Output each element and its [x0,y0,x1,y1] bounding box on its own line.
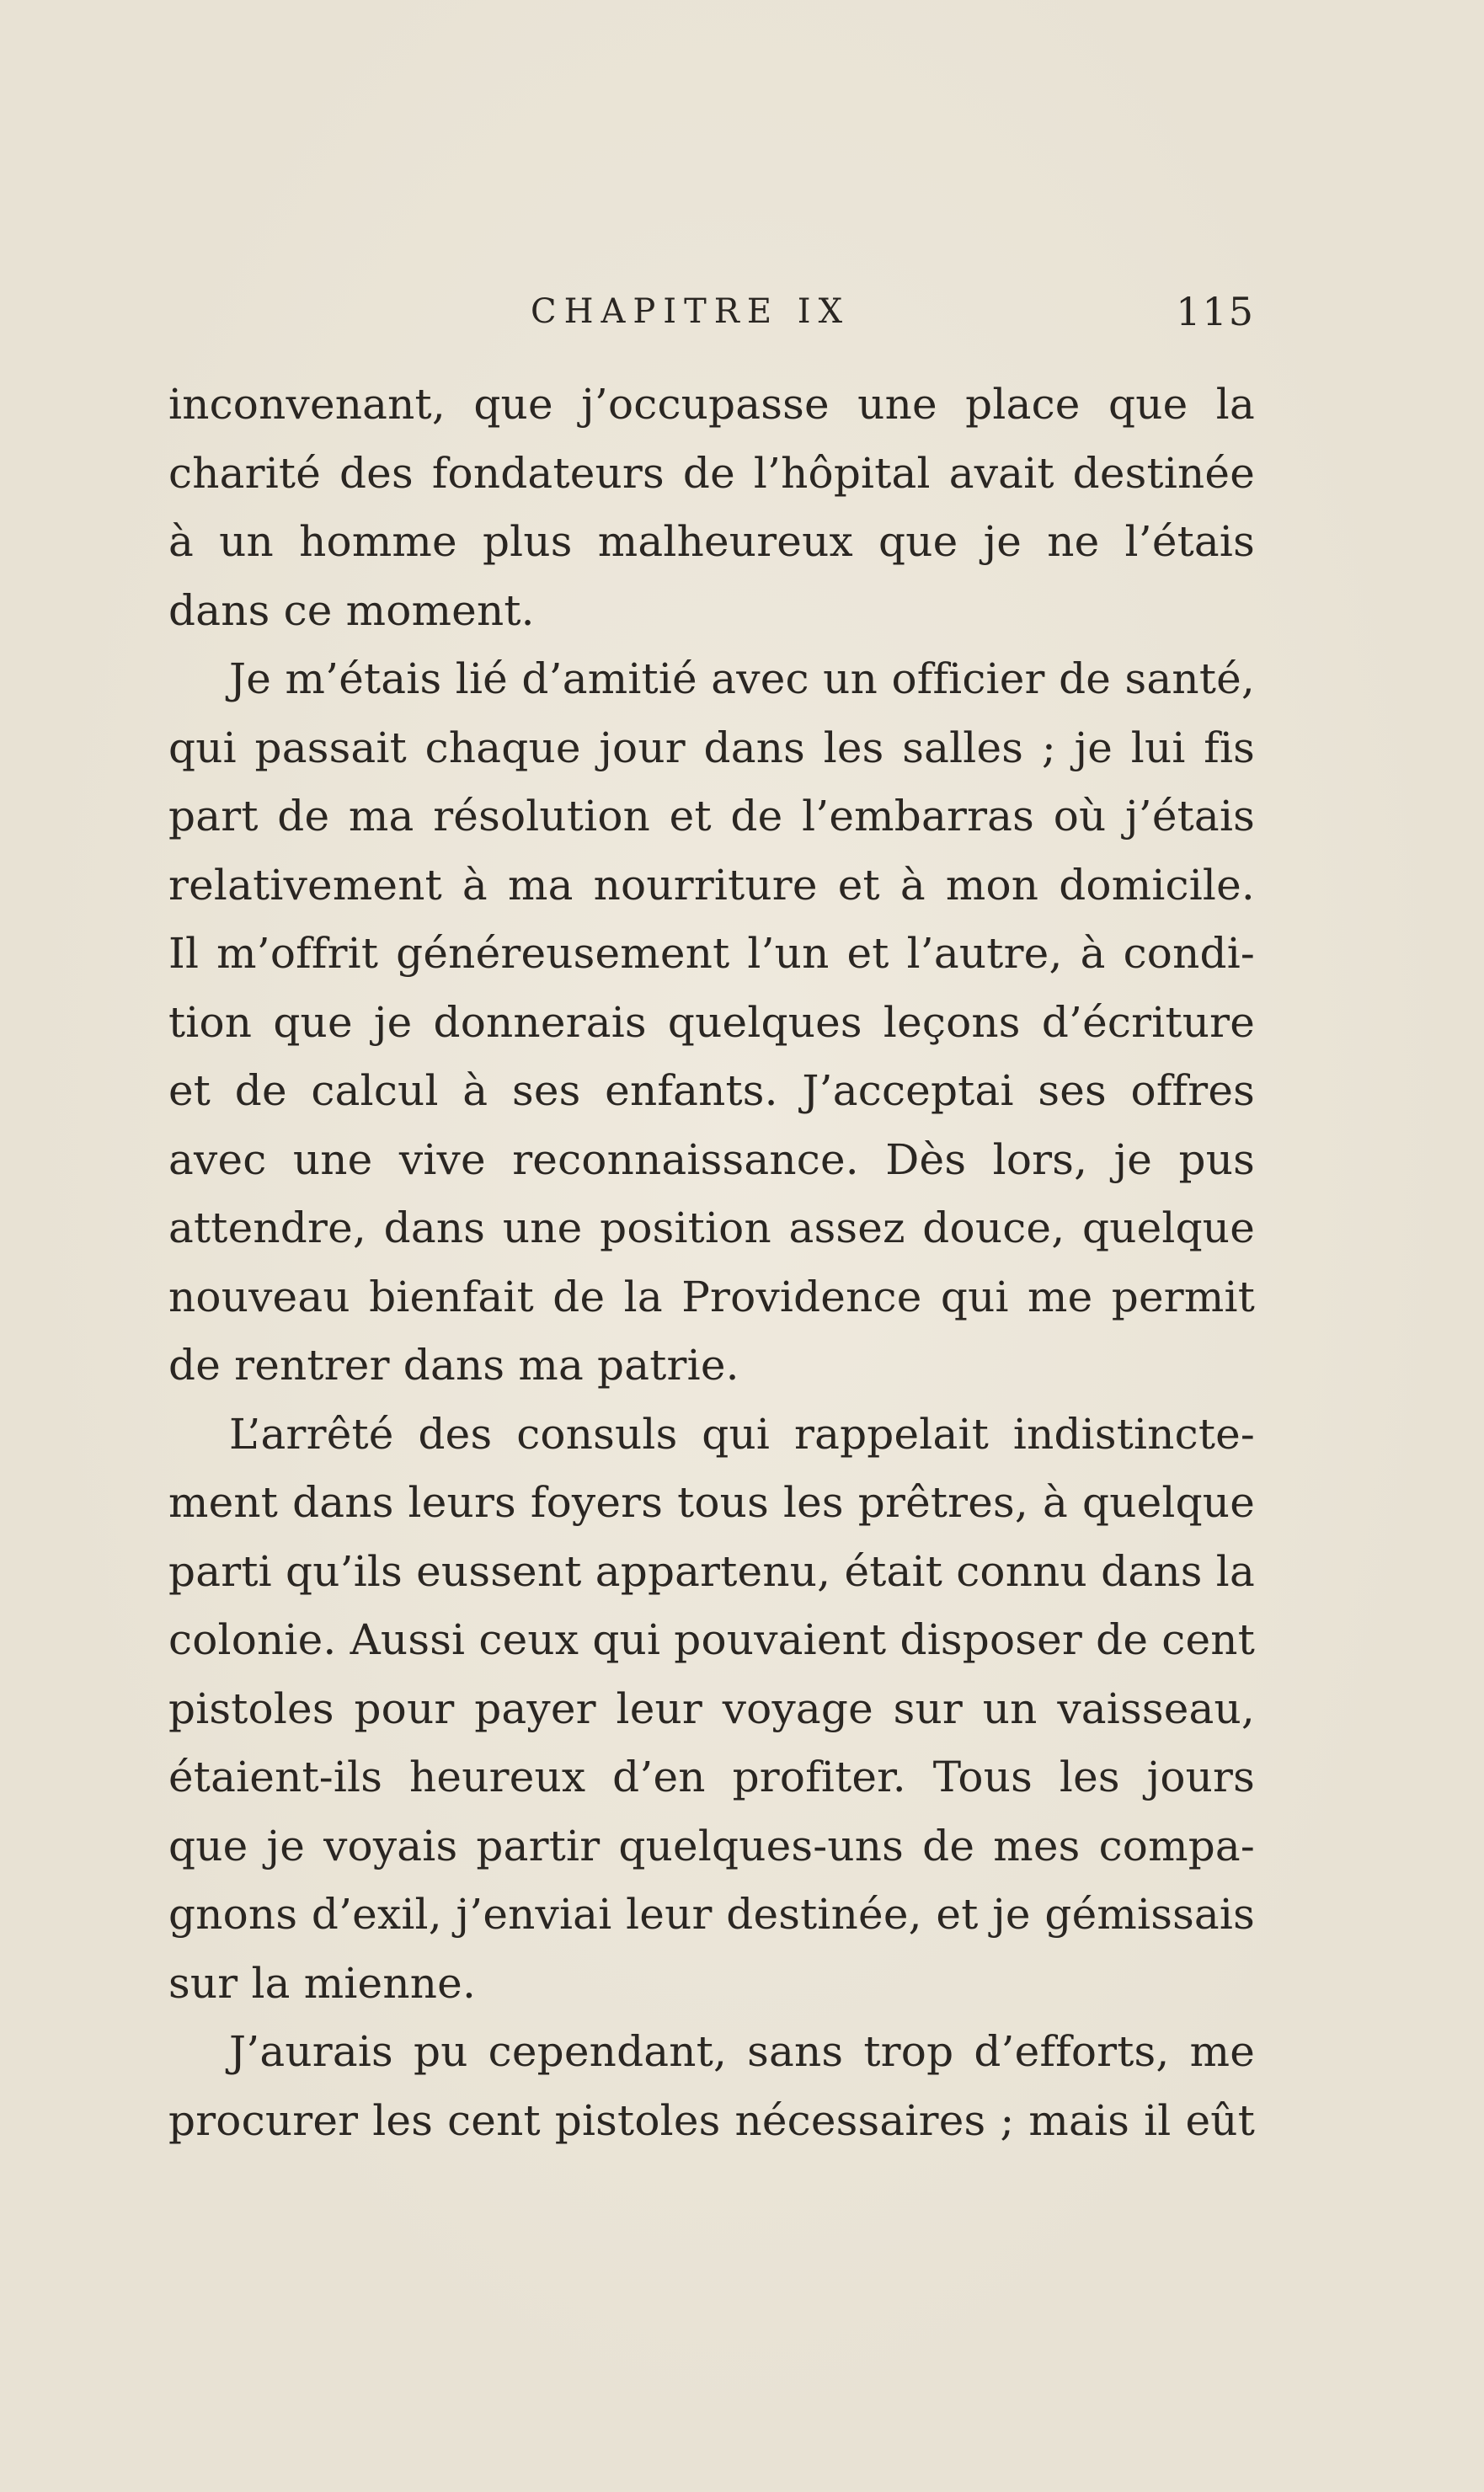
text-line: étaient-ils heureux d’en profiter. Tous les jours [168,1753,1255,1801]
text-line: pistoles pour payer leur voyage sur un vaisseau, [168,1684,1255,1733]
text-line: que je voyais partir quelques-uns de mes compa- [168,1821,1255,1870]
text-line: ment dans leurs foyers tous les prêtres, à quelque [168,1478,1255,1527]
page-number: 115 [1176,289,1255,334]
text-line: J’aurais pu cependant, sans trop d’efforts, me [229,2027,1255,2076]
chapter-title: CHAPITRE IX [531,292,851,331]
text-line: nouveau bienfait de la Providence qui me permit [168,1272,1255,1321]
text-line: avec une vive reconnaissance. Dès lors, je pus [168,1134,1255,1184]
text-line: de rentrer dans ma patrie. [168,1341,739,1390]
text-line: colonie. Aussi ceux qui pouvaient disposer de cent [168,1615,1255,1664]
text-line: gnons d’exil, j’enviai leur destinée, et je gémissais [168,1890,1255,1939]
text-line: parti qu’ils eussent appartenu, était connu dans la [168,1546,1255,1596]
text-line: part de ma résolution et de l’embarras où j’étais [168,792,1255,840]
text-line: à un homme plus malheureux que je ne l’étais [168,517,1255,566]
text-line: charité des fondateurs de l’hôpital avait destinée [168,448,1255,498]
body-text [168,371,1255,2155]
text-line: sur la mienne. [168,1958,477,2008]
running-header [168,282,1255,341]
text-line: inconvenant, que j’occupasse une place que la [168,380,1255,429]
text-line: qui passait chaque jour dans les salles ; je lui fis [168,723,1255,772]
text-line: Il m’offrit généreusement l’un et l’autre, à condi- [168,929,1255,978]
text-line: et de calcul à ses enfants. J’acceptai ses offres [168,1066,1255,1115]
text-line: relativement à ma nourriture et à mon domicile. [168,860,1255,910]
text-line: attendre, dans une position assez douce, quelque [168,1203,1255,1252]
text-line: dans ce moment. [168,585,535,635]
text-line: L’arrêté des consuls qui rappelait indistincte- [229,1409,1255,1459]
text-line: procurer les cent pistoles nécessaires ; mais il eût [168,2095,1255,2145]
text-line: Je m’étais lié d’amitié avec un officier de santé, [229,654,1255,703]
text-line: tion que je donnerais quelques leçons d’écriture [168,997,1255,1047]
